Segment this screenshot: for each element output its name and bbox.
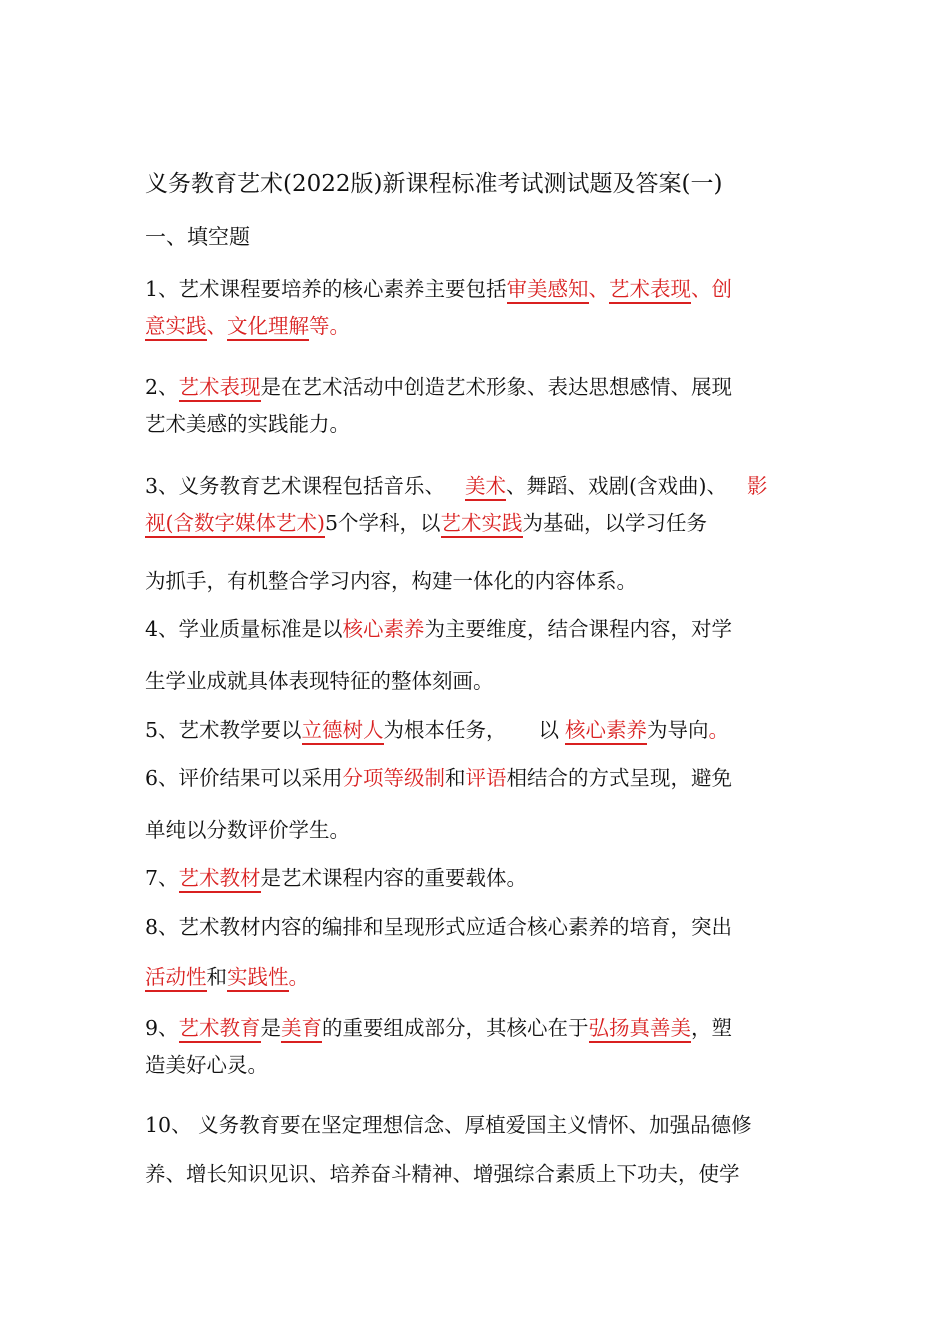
answer-blank: 意实践 [145, 314, 207, 341]
question-text: 3、义务教育艺术课程包括音乐、 [145, 474, 446, 498]
question-text: 的重要组成部分，其核心在于 [322, 1016, 589, 1040]
question-text: 为根本任务， [383, 718, 507, 742]
question-text: 、舞蹈、戏剧(含戏曲)、 [506, 474, 728, 498]
answer-blank: 活动性 [145, 965, 207, 992]
answer-blank: 核心素养 [565, 718, 647, 745]
answer-blank: 艺术教材 [179, 866, 261, 893]
answer-blank: 美育 [281, 1016, 322, 1043]
question-6-line-2: 单纯以分数评价学生。 [145, 818, 350, 842]
answer-blank: 评语 [465, 766, 507, 790]
question-3-line-1 [145, 471, 815, 501]
question-8-line-1: 8、艺术教材内容的编排和呈现形式应适合核心素养的培育，突出 [145, 915, 733, 939]
question-text: 1、艺术课程要培养的核心素养主要包括 [145, 277, 507, 301]
answer-separator: 、 [588, 277, 610, 301]
answer-blank: 文化理解 [227, 314, 309, 341]
question-text: 相结合的方式呈现，避免 [506, 766, 733, 790]
question-text: 4、学业质量标准是以 [145, 617, 343, 641]
question-9-line-1 [145, 1013, 815, 1043]
question-number: 2、 [145, 375, 179, 399]
question-2-line-2: 艺术美感的实践能力。 [145, 412, 350, 436]
question-10-line-1: 10、 义务教育要在坚定理想信念、厚植爱国主义情怀、加强品德修 [145, 1113, 752, 1137]
question-text: 和 [206, 965, 227, 989]
question-number: 9、 [145, 1016, 179, 1040]
question-text: 为基础，以学习任务 [522, 511, 708, 535]
question-2-line-1 [145, 372, 815, 402]
question-3-line-3: 为抓手，有机整合学习内容，构建一体化的内容体系。 [145, 569, 637, 593]
answer-blank: 美术 [465, 474, 506, 501]
answer-blank: 实践性 [227, 965, 289, 992]
answer-separator: 、 [206, 314, 227, 338]
answer-blank: 艺术实践 [441, 511, 523, 538]
answer-blank-part: 影 [747, 474, 768, 498]
document-title: 义务教育艺术(2022版)新课程标准考试测试题及答案(一) [145, 171, 723, 197]
answer-blank: 艺术表现 [609, 277, 691, 304]
question-text: 为主要维度，结合课程内容，对学 [424, 617, 733, 641]
question-tail: 等。 [309, 314, 350, 338]
answer-blank: 艺术表现 [179, 375, 261, 402]
question-text: 5个学科，以 [325, 511, 441, 535]
answer-blank: 视(含数字媒体艺术) [145, 511, 325, 538]
question-text: ，塑 [691, 1016, 733, 1040]
answer-separator: 、 [691, 277, 712, 301]
answer-blank: 艺术教育 [179, 1016, 261, 1043]
section-heading: 一、填空题 [145, 225, 250, 249]
answer-period: 。 [708, 718, 730, 742]
answer-blank: 分项等级制 [342, 766, 446, 790]
question-text: 是 [260, 1016, 282, 1040]
question-text: 为导向 [647, 718, 709, 742]
answer-blank-part: 创 [711, 277, 733, 301]
question-5-line-1 [145, 715, 815, 745]
question-4-line-2: 生学业成就具体表现特征的整体刻画。 [145, 669, 494, 693]
answer-blank: 核心素养 [342, 617, 425, 641]
question-4-line-1 [145, 614, 815, 644]
question-text: 是艺术课程内容的重要载体。 [260, 866, 528, 890]
question-number: 7、 [145, 866, 179, 890]
question-8-line-2 [145, 962, 815, 992]
question-text: 和 [445, 766, 466, 790]
answer-blank: 立德树人 [302, 718, 384, 745]
question-text: 以 [538, 718, 560, 742]
question-10-line-2: 养、增长知识见识、培养奋斗精神、增强综合素质上下功夫，使学 [145, 1162, 740, 1186]
answer-blank: 审美感知 [507, 277, 589, 304]
answer-period: 。 [288, 965, 309, 989]
answer-blank: 弘扬真善美 [589, 1016, 692, 1043]
question-1-line-2 [145, 311, 815, 341]
question-text: 5、艺术教学要以 [145, 718, 302, 742]
question-text: 是在艺术活动中创造艺术形象、表达思想感情、展现 [260, 375, 733, 399]
question-9-line-2: 造美好心灵。 [145, 1053, 268, 1077]
question-1-line-1 [145, 274, 815, 304]
question-6-line-1 [145, 763, 815, 793]
question-7-line-1 [145, 863, 815, 893]
question-text: 6、评价结果可以采用 [145, 766, 343, 790]
question-3-line-2 [145, 508, 815, 538]
